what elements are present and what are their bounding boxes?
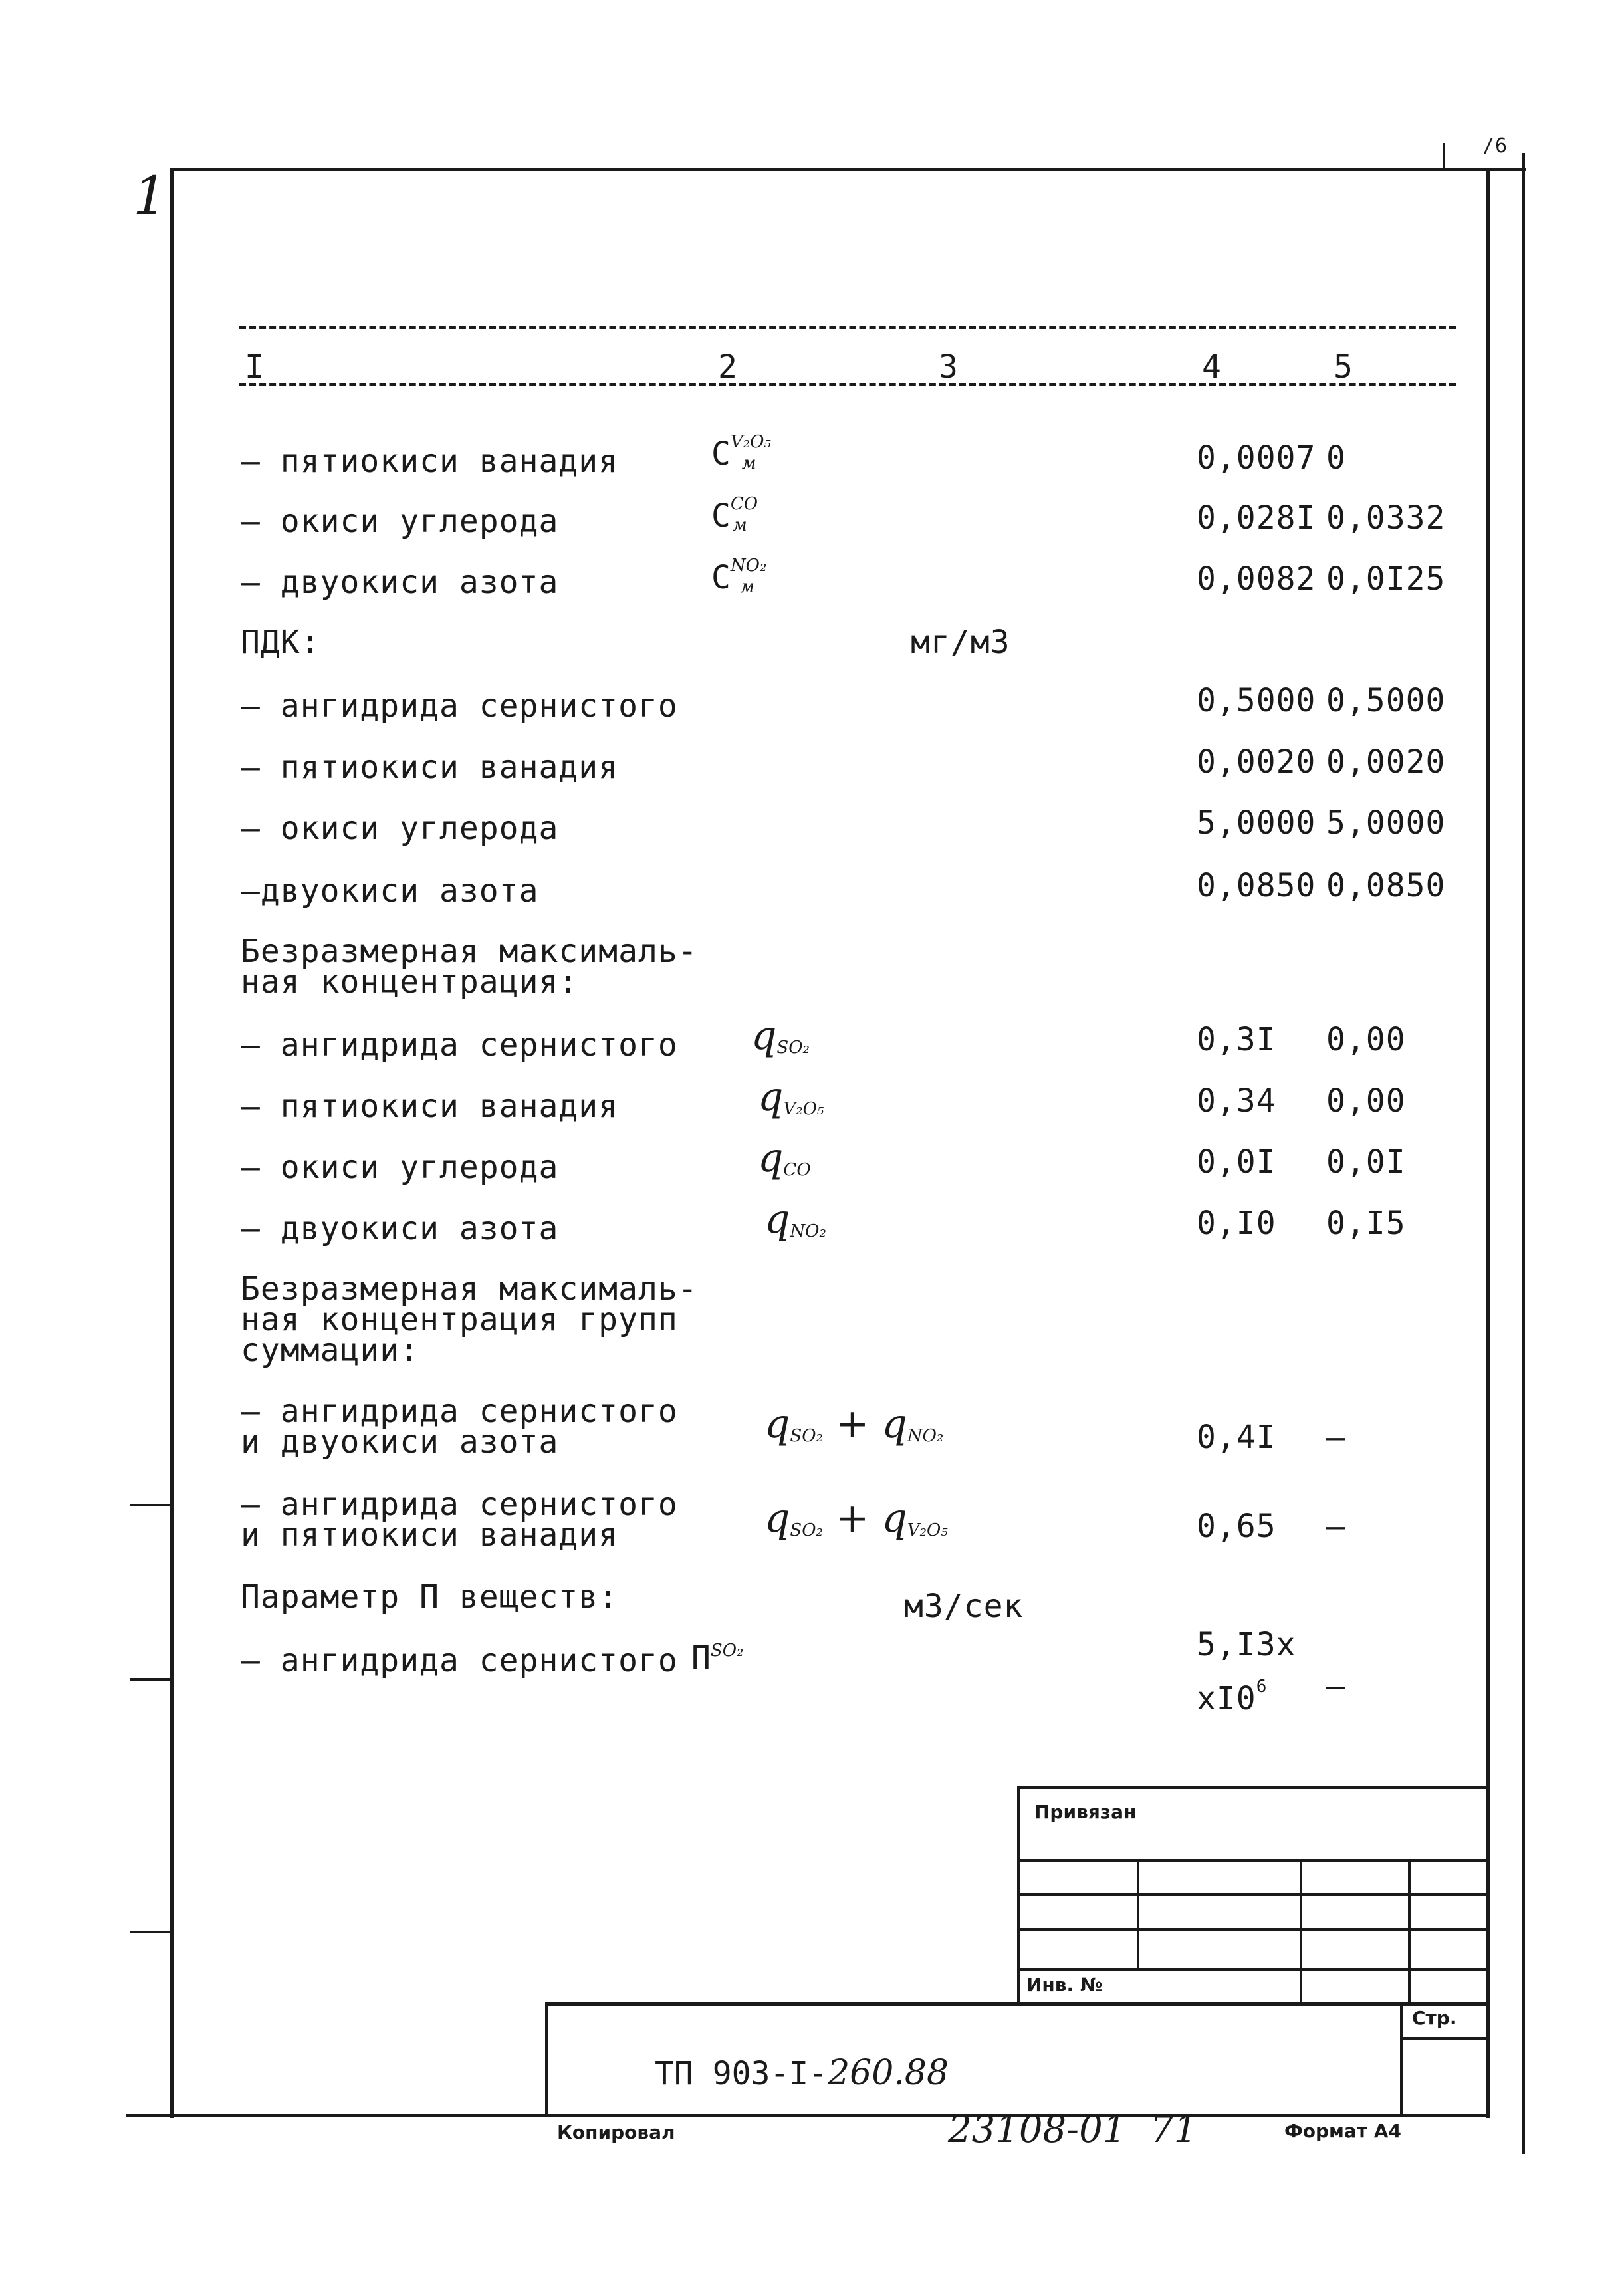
frame-right-outer bbox=[1522, 153, 1525, 2154]
frame-bottom bbox=[126, 2114, 1490, 2117]
value-col5: – bbox=[1326, 1667, 1346, 1705]
symbol: $q_{SO_2}$ bbox=[751, 1013, 810, 1059]
page-top-number: /6 bbox=[1482, 134, 1508, 158]
header-rule-top bbox=[239, 326, 1456, 329]
value-col5: 0,00 bbox=[1326, 1021, 1406, 1058]
column-header-5: 5 bbox=[1334, 348, 1353, 386]
document-code: ТП 903-I-260.88 bbox=[655, 2053, 949, 2093]
value-col4: 0,0082 bbox=[1197, 560, 1316, 598]
row-label: – пятиокиси ванадия bbox=[241, 1088, 619, 1125]
value-col5: 0,5000 bbox=[1326, 682, 1446, 719]
margin-mark bbox=[130, 1504, 171, 1506]
tb-grid-h bbox=[1017, 1859, 1490, 1862]
pdk-unit: мг/м3 bbox=[911, 624, 1010, 661]
row-label: – окиси углерода bbox=[241, 810, 559, 847]
value-col5: – bbox=[1326, 1419, 1346, 1456]
tb-grid-v bbox=[1408, 1859, 1411, 2005]
value-col4-line2: $xI0^6$ bbox=[1197, 1677, 1268, 1717]
value-col4: 5,I3x bbox=[1197, 1626, 1296, 1663]
value-col4: 0,3I bbox=[1197, 1021, 1276, 1058]
value-col5: 0,0I25 bbox=[1326, 560, 1446, 598]
row-label: – ангидрида сернистого bbox=[241, 687, 678, 725]
value-col5: 0 bbox=[1326, 439, 1346, 477]
symbol: П SO₂ bbox=[691, 1639, 744, 1677]
value-col4: 0,0I bbox=[1197, 1144, 1276, 1181]
corner-mark: 1 bbox=[133, 165, 167, 227]
row-label: – двуокиси азота bbox=[241, 564, 559, 601]
frame-top bbox=[170, 168, 1526, 171]
tb-page-cell-v bbox=[1400, 2002, 1403, 2117]
inv-label: Инв. № bbox=[1026, 1974, 1103, 1996]
margin-mark bbox=[130, 1931, 171, 1933]
copied-label: Копировал bbox=[557, 2121, 675, 2143]
value-col5: 0,I5 bbox=[1326, 1205, 1406, 1242]
column-header-2: 2 bbox=[718, 348, 738, 386]
tb-grid-v bbox=[1137, 1859, 1139, 1971]
tb-upper-top bbox=[1017, 1786, 1490, 1789]
param-unit: м3/сек bbox=[904, 1588, 1024, 1625]
row-label: – ангидрида сернистого и двуокиси азота bbox=[241, 1393, 678, 1461]
symbol: $C^{NO_2}_м$ bbox=[711, 556, 767, 597]
value-col4: 0,65 bbox=[1197, 1508, 1276, 1545]
symbol: $q_{CO}$ bbox=[758, 1135, 811, 1181]
row-label: – ангидрида сернистого bbox=[241, 1026, 678, 1064]
tb-grid-h bbox=[1017, 1928, 1490, 1931]
value-col5: 0,0850 bbox=[1326, 867, 1446, 904]
tb-grid-h bbox=[1017, 1968, 1490, 1971]
row-label: – пятиокиси ванадия bbox=[241, 443, 619, 480]
order-number: 23108-01 bbox=[948, 2108, 1127, 2151]
tb-grid-v bbox=[1300, 1859, 1302, 2005]
margin-mark bbox=[130, 1678, 171, 1681]
value-col4: 0,028I bbox=[1197, 499, 1316, 537]
tb-page-cell-h bbox=[1400, 2037, 1490, 2040]
row-label: – ангидрида сернистого и пятиокиси ванадия bbox=[241, 1486, 678, 1554]
symbol: $C^{V_2O_5}_м$ bbox=[711, 432, 771, 473]
value-col4: 0,0007 bbox=[1197, 439, 1316, 477]
tb-main-top bbox=[545, 2002, 1490, 2006]
value-col5: 0,0020 bbox=[1326, 743, 1446, 781]
frame-left bbox=[170, 168, 174, 2118]
frame-top-tick bbox=[1443, 143, 1445, 170]
header-rule-bottom bbox=[239, 383, 1456, 386]
row-label: – ангидрида сернистого bbox=[241, 1642, 678, 1679]
dimless-heading: Безразмерная максималь- ная концентрация: bbox=[241, 933, 698, 1001]
sheet-number: 71 bbox=[1150, 2108, 1198, 2151]
pdk-heading: ПДК: bbox=[241, 624, 320, 661]
value-col5: 0,0332 bbox=[1326, 499, 1446, 537]
value-col5: 0,00 bbox=[1326, 1082, 1406, 1120]
value-col4: 0,4I bbox=[1197, 1419, 1276, 1456]
row-label: – окиси углерода bbox=[241, 503, 559, 540]
value-col5: 0,0I bbox=[1326, 1144, 1406, 1181]
tied-label: Привязан bbox=[1034, 1801, 1137, 1823]
symbol: $C^{CO}_м$ bbox=[711, 494, 758, 535]
value-col4: 0,34 bbox=[1197, 1082, 1276, 1120]
frame-right bbox=[1486, 168, 1490, 2118]
row-label: – пятиокиси ванадия bbox=[241, 749, 619, 786]
tb-main-left bbox=[545, 2002, 548, 2117]
column-header-3: 3 bbox=[939, 348, 959, 386]
symbol: $q_{SO_2} + q_{V_2O_5}$ bbox=[764, 1495, 948, 1542]
row-label: – двуокиси азота bbox=[241, 1210, 559, 1247]
column-header-1: I bbox=[245, 348, 265, 386]
value-col4: 0,5000 bbox=[1197, 682, 1316, 719]
row-label: —двуокиси азота bbox=[241, 872, 539, 909]
groups-heading: Безразмерная максималь- ная концентрация групп суммации: bbox=[241, 1270, 698, 1369]
row-label: – окиси углерода bbox=[241, 1149, 559, 1186]
symbol: $q_{V_2O_5}$ bbox=[758, 1074, 824, 1120]
page-label: Стр. bbox=[1412, 2007, 1457, 2029]
value-col4: 0,0850 bbox=[1197, 867, 1316, 904]
column-header-4: 4 bbox=[1202, 348, 1222, 386]
value-col5: – bbox=[1326, 1508, 1346, 1545]
param-heading: Параметр П веществ: bbox=[241, 1578, 619, 1616]
value-col4: 0,0020 bbox=[1197, 743, 1316, 781]
value-col4: 0,I0 bbox=[1197, 1205, 1276, 1242]
tb-grid-h bbox=[1017, 1893, 1490, 1896]
symbol: $q_{NO_2}$ bbox=[764, 1196, 826, 1243]
value-col4: 5,0000 bbox=[1197, 804, 1316, 842]
format-label: Формат А4 bbox=[1284, 2120, 1401, 2142]
value-col5: 5,0000 bbox=[1326, 804, 1446, 842]
symbol: $q_{SO_2} + q_{NO_2}$ bbox=[764, 1401, 944, 1447]
